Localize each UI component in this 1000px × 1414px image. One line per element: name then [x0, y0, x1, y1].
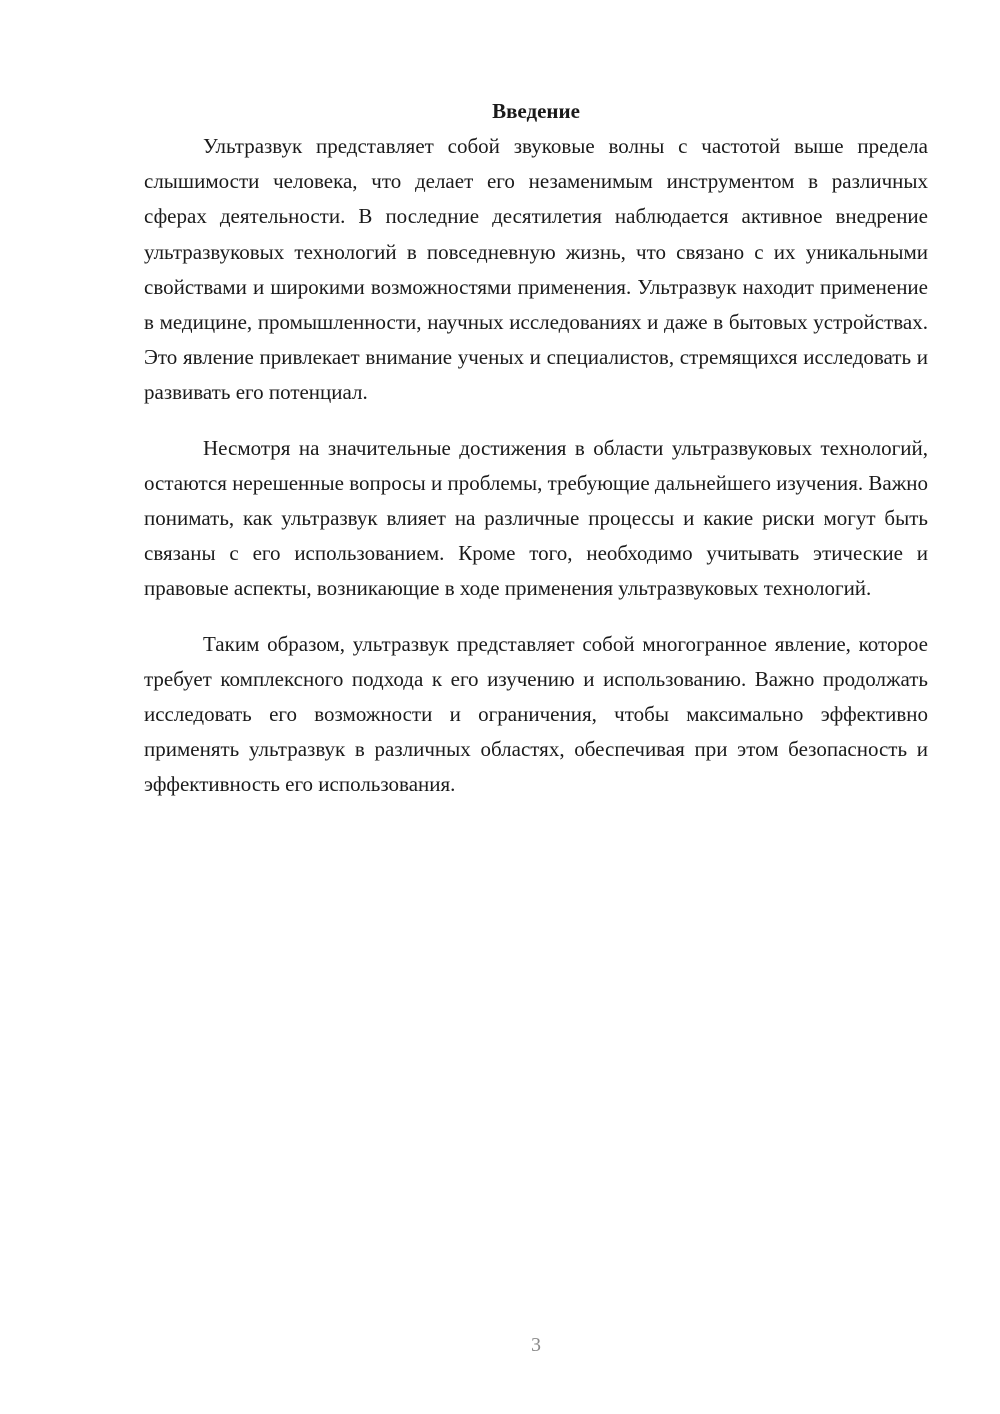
- page-content: [144, 94, 928, 823]
- section-title: Введение: [492, 99, 580, 123]
- paragraph-2: Несмотря на значительные достижения в области ультразвуковых технологий, остаются нерешенные вопросы и проблемы, требующие дальнейшего изучения. Важно понимать, как ультразвук влияет на различные процессы и какие риски могут быть связаны с его использованием. Кроме того, необходимо учитывать этические и правовые аспекты, возникающие в ходе применения ультразвуковых технологий.: [144, 435, 928, 601]
- paragraph-3: Таким образом, ультразвук представляет собой многогранное явление, которое требует комплексного подхода к его изучению и использованию. Важно продолжать исследовать его возможности и ограничения, чтобы максимально эффективно применять ультразвук в различных областях, обеспечивая при этом безопасность и эффективность его использования.: [144, 631, 928, 797]
- paragraph-1: Ультразвук представляет собой звуковые волны с частотой выше предела слышимости человека, что делает его незаменимым инструментом в различных сферах деятельности. В последние десятилетия наблюдается активное внедрение ультразвуковых технологий в повседневную жизнь, что связано с их уникальными свойствами и широкими возможностями применения. Ультразвук находит применение в медицине, промышленности, научных исследованиях и даже в бытовых устройствах. Это явление привлекает внимание ученых и специалистов, стремящихся исследовать и развивать его потенциал.: [144, 134, 928, 405]
- page-number: 3: [531, 1334, 541, 1356]
